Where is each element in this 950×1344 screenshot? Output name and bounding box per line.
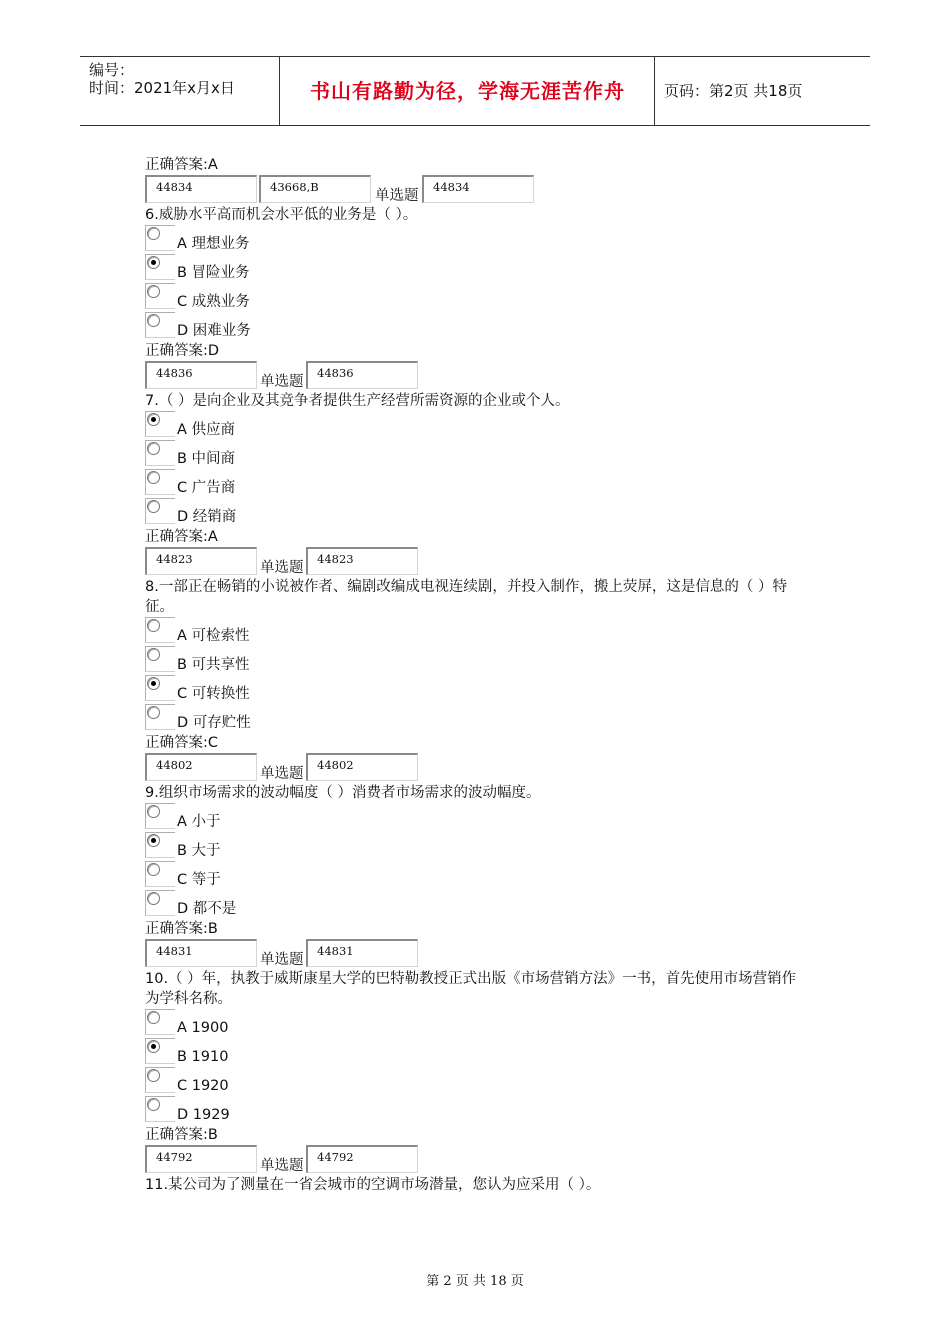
answer-field[interactable]: 44831 [306,939,418,967]
radio-button[interactable] [145,832,175,858]
correct-answer: 正确答案:C [145,735,219,751]
radio-button[interactable] [145,411,175,437]
document-number: 编号： [89,61,135,79]
answer-fields-row [145,361,810,391]
option-label: C 1920 [177,1078,229,1094]
radio-button[interactable] [145,890,175,916]
document-date: 时间：2021年x月x日 [89,79,235,97]
option-label: D 都不是 [177,901,237,917]
option-row[interactable] [145,254,810,283]
question-type-label: 单选题 [260,560,304,576]
radio-button[interactable] [145,861,175,887]
radio-selected-icon [147,677,160,690]
radio-selected-icon [147,256,160,269]
question-text: 8.一部正在畅销的小说被作者、编剧改编成电视连续剧，并投入制作，搬上荧屏，这是信息的（ ）特征。 [145,579,787,615]
option-label: D 可存贮性 [177,715,251,731]
question-text: 9.组织市场需求的波动幅度（ ）消费者市场需求的波动幅度。 [145,785,541,801]
option-label: D 经销商 [177,509,237,525]
correct-answer: 正确答案:A [145,529,218,545]
radio-empty-icon [147,619,160,632]
page-header [80,56,870,126]
option-row[interactable] [145,646,810,675]
answer-field[interactable]: 44836 [306,361,418,389]
option-row[interactable] [145,1096,810,1125]
option-row[interactable] [145,1067,810,1096]
radio-empty-icon [147,805,160,818]
option-row[interactable] [145,1009,810,1038]
option-label: D 1929 [177,1107,230,1123]
option-label: A 小于 [177,814,221,830]
option-label: B 冒险业务 [177,265,250,281]
option-row[interactable] [145,861,810,890]
option-label: C 广告商 [177,480,236,496]
answer-field[interactable]: 44831 [145,939,257,967]
option-label: B 大于 [177,843,221,859]
answer-field[interactable]: 44834 [422,175,534,203]
radio-button[interactable] [145,498,175,524]
radio-button[interactable] [145,469,175,495]
option-label: B 1910 [177,1049,229,1065]
radio-button[interactable] [145,254,175,280]
option-row[interactable] [145,440,810,469]
radio-empty-icon [147,863,160,876]
question-text: 11.某公司为了测量在一省会城市的空调市场潜量，您认为应采用（ ）。 [145,1177,601,1193]
radio-button[interactable] [145,1067,175,1093]
option-row[interactable] [145,411,810,440]
radio-empty-icon [147,892,160,905]
option-row[interactable] [145,498,810,527]
radio-button[interactable] [145,225,175,251]
question-type-label: 单选题 [260,766,304,782]
radio-empty-icon [147,1098,160,1111]
answer-fields-row [145,1145,810,1175]
question-type-label: 单选题 [260,952,304,968]
radio-button[interactable] [145,1096,175,1122]
question-type-label: 单选题 [260,374,304,390]
option-label: B 中间商 [177,451,236,467]
header-page-number: 页码：第2页 共18页 [664,82,803,100]
correct-answer: 正确答案:B [145,1127,218,1143]
radio-empty-icon [147,442,160,455]
question-text: 10.（ ）年，执教于威斯康星大学的巴特勒教授正式出版《市场营销方法》一书，首先使用市场营销作为学科名称。 [145,971,797,1007]
question-list [145,205,810,1175]
option-row[interactable] [145,832,810,861]
option-label: D 困难业务 [177,323,251,339]
radio-selected-icon [147,1040,160,1053]
radio-button[interactable] [145,675,175,701]
option-row[interactable] [145,225,810,254]
answer-fields-row [145,753,810,783]
radio-button[interactable] [145,1009,175,1035]
option-label: C 可转换性 [177,686,250,702]
radio-button[interactable] [145,646,175,672]
question-type-label: 单选题 [375,188,419,204]
radio-empty-icon [147,471,160,484]
header-meta [80,57,280,125]
option-row[interactable] [145,704,810,733]
radio-selected-icon [147,413,160,426]
option-row[interactable] [145,1038,810,1067]
option-label: B 可共享性 [177,657,250,673]
answer-field[interactable]: 44823 [306,547,418,575]
radio-empty-icon [147,285,160,298]
option-label: A 理想业务 [177,236,250,252]
correct-answer: 正确答案:D [145,343,220,359]
answer-field[interactable]: 44834 [145,175,257,203]
radio-empty-icon [147,227,160,240]
radio-button[interactable] [145,440,175,466]
option-row[interactable] [145,283,810,312]
radio-empty-icon [147,706,160,719]
correct-answer: 正确答案:A [145,157,218,173]
option-row[interactable] [145,675,810,704]
radio-empty-icon [147,500,160,513]
option-row[interactable] [145,803,810,832]
correct-answer: 正确答案:B [145,921,218,937]
quiz-content [145,155,810,1195]
option-label: A 可检索性 [177,628,250,644]
answer-fields-row [145,547,810,577]
option-row[interactable] [145,469,810,498]
header-motto: 书山有路勤为径，学海无涯苦作舟 [281,57,655,125]
option-row[interactable] [145,617,810,646]
option-row[interactable] [145,312,810,341]
answer-field[interactable]: 44823 [145,547,257,575]
question-type-label: 单选题 [260,1158,304,1174]
radio-empty-icon [147,1011,160,1024]
answer-field[interactable]: 44802 [145,753,257,781]
page-footer: 第 2 页 共 18 页 [426,1274,524,1289]
option-label: C 成熟业务 [177,294,250,310]
answer-field[interactable]: 44802 [306,753,418,781]
radio-empty-icon [147,1069,160,1082]
option-label: C 等于 [177,872,221,888]
answer-fields-row [145,939,810,969]
option-row[interactable] [145,890,810,919]
question-text: 6.威胁水平高而机会水平低的业务是（ ）。 [145,207,418,223]
answer-field[interactable]: 43668,B [259,175,371,203]
radio-selected-icon [147,834,160,847]
answer-field[interactable]: 44836 [145,361,257,389]
radio-button[interactable] [145,617,175,643]
option-label: A 供应商 [177,422,236,438]
question-text: 7.（ ）是向企业及其竞争者提供生产经营所需资源的企业或个人。 [145,393,570,409]
answer-field[interactable]: 44792 [145,1145,257,1173]
answer-field[interactable]: 44792 [306,1145,418,1173]
radio-button[interactable] [145,283,175,309]
radio-button[interactable] [145,704,175,730]
option-label: A 1900 [177,1020,229,1036]
radio-empty-icon [147,314,160,327]
radio-button[interactable] [145,803,175,829]
radio-button[interactable] [145,312,175,338]
radio-empty-icon [147,648,160,661]
answer-fields-row [145,175,810,205]
radio-button[interactable] [145,1038,175,1064]
